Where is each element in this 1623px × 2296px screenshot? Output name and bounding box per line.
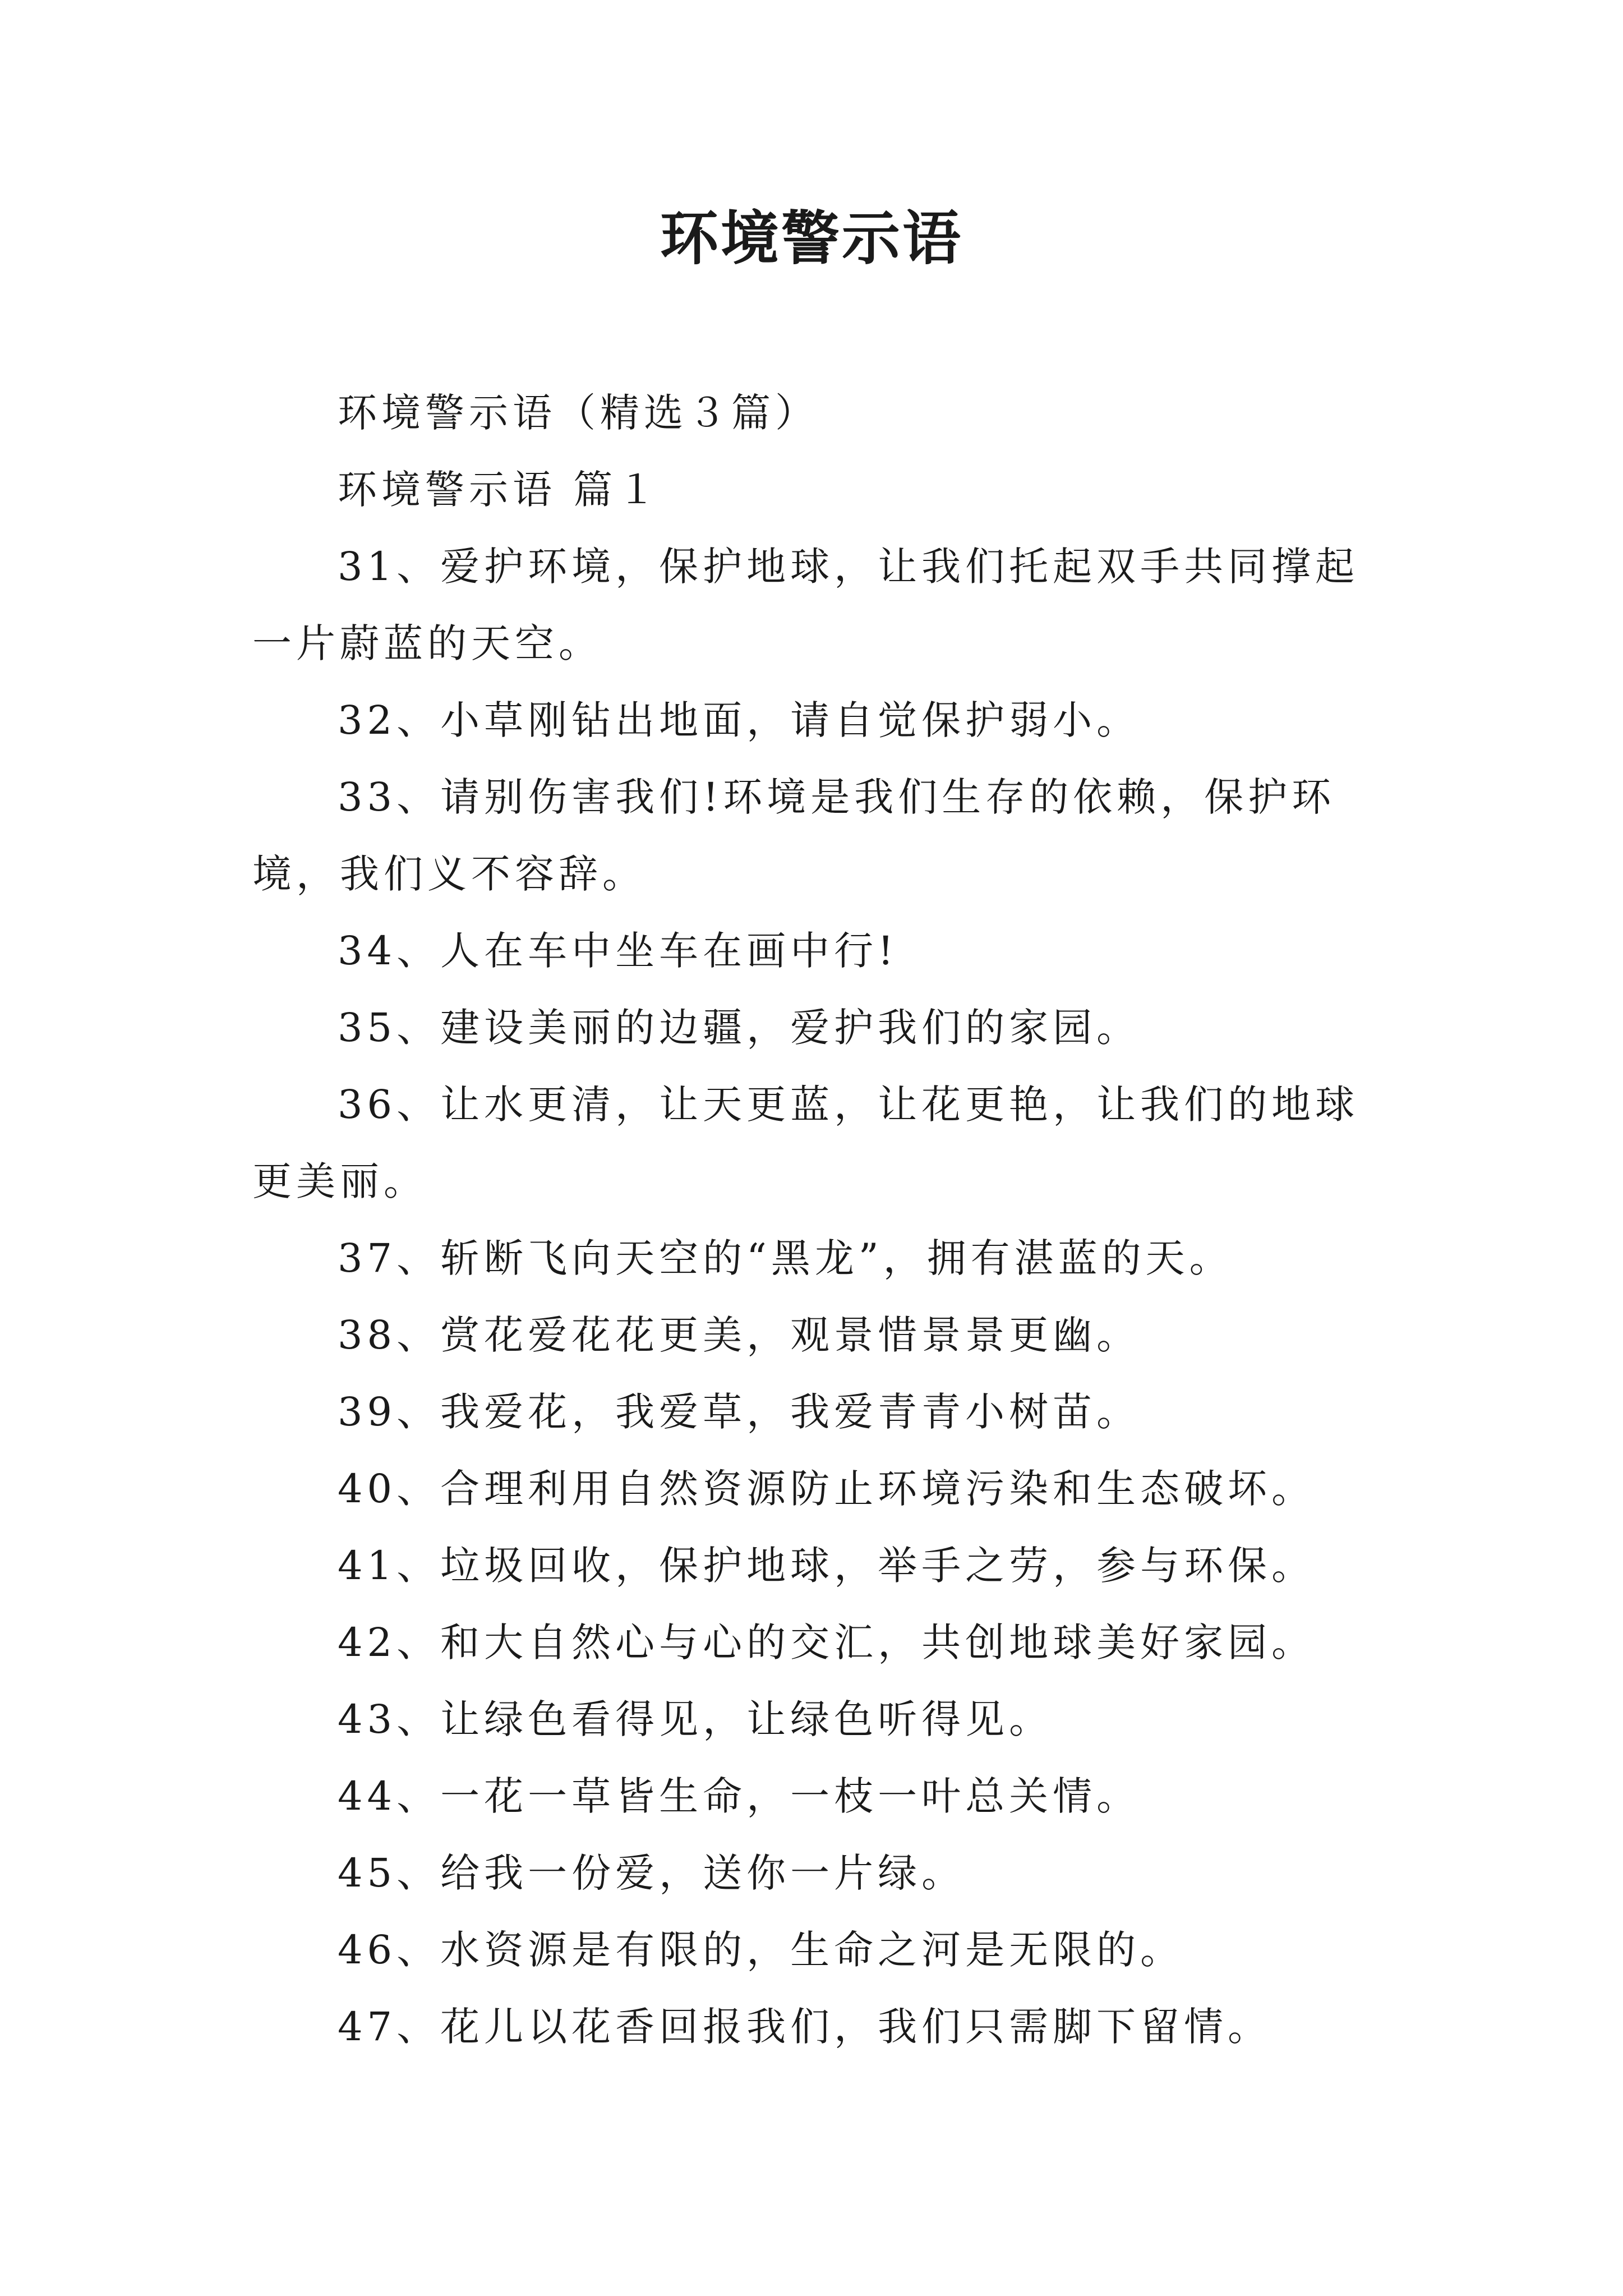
document-title: 环境警示语 (660, 204, 963, 273)
paragraph-subtitle: 环境警示语（精选３篇） (338, 390, 819, 436)
slogan-39: 39、我爱花，我爱草，我爱青青小树苗。 (338, 1389, 1141, 1435)
slogan-43: 43、让绿色看得见，让绿色听得见。 (338, 1696, 1053, 1742)
slogan-31: 31、爱护环境，保护地球，让我们托起双手共同撑起一片蔚蓝的天空。 (252, 544, 1359, 666)
slogan-40: 40、合理利用自然资源防止环境污染和生态破坏。 (338, 1466, 1316, 1512)
paragraph-section-heading: 环境警示语 篇１ (338, 467, 661, 513)
slogan-37: 37、斩断飞向天空的“黑龙”，拥有湛蓝的天。 (338, 1235, 1233, 1281)
slogan-34: 34、人在车中坐车在画中行! (338, 928, 898, 974)
slogan-38: 38、赏花爱花花更美，观景惜景景更幽。 (338, 1312, 1141, 1358)
slogan-45: 45、给我一份爱，送你一片绿。 (338, 1850, 966, 1896)
slogan-32: 32、小草刚钻出地面，请自觉保护弱小。 (338, 697, 1141, 743)
slogan-46: 46、水资源是有限的，生命之河是无限的。 (338, 1927, 1184, 1973)
document-body (252, 375, 1385, 2065)
slogan-42: 42、和大自然心与心的交汇，共创地球美好家园。 (338, 1619, 1316, 1665)
slogan-47: 47、花儿以花香回报我们，我们只需脚下留情。 (338, 2004, 1272, 2050)
slogan-33: 33、请别伤害我们!环境是我们生存的依赖，保护环境，我们义不容辞。 (252, 774, 1336, 897)
slogan-36: 36、让水更清，让天更蓝，让花更艳，让我们的地球更美丽。 (252, 1082, 1359, 1204)
slogan-35: 35、建设美丽的边疆，爱护我们的家园。 (338, 1005, 1141, 1051)
slogan-44: 44、一花一草皆生命，一枝一叶总关情。 (338, 1773, 1141, 1819)
slogan-41: 41、垃圾回收，保护地球，举手之劳，参与环保。 (338, 1543, 1316, 1589)
